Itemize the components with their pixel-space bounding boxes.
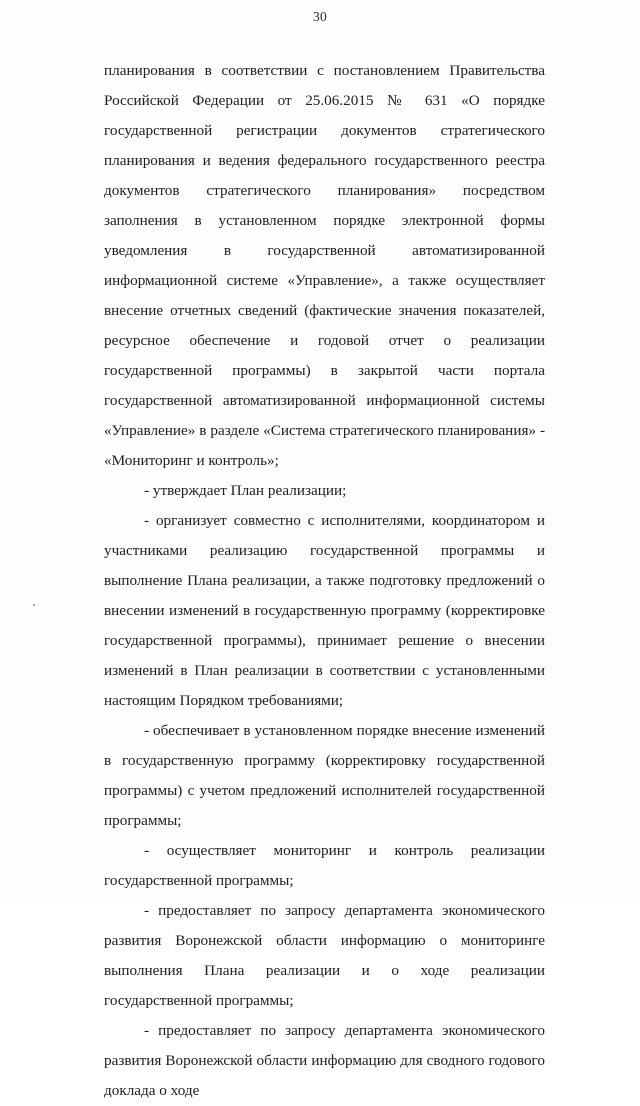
document-body [104,56,545,1106]
paragraph-monitoring-control: - осуществляет мониторинг и контроль реализации государственной программы; [104,842,545,889]
paragraph-provides-annual-report-info: - предоставляет по запросу департамента экономического развития Воронежской области информацию для сводного годового доклада о ходе [104,1022,545,1099]
paragraph-approves-plan: - утверждает План реализации; [144,482,347,499]
paragraph-ensures-changes: - обеспечивает в установленном порядке внесение изменений в государственную программу (корректировку государственной программы) с учетом предложений исполнителей государственной программы; [104,722,545,829]
paragraph-continuation: планирования в соответствии с постановлением Правительства Российской Федерации от 25.06.2015 № 631 «О порядке государственной регистрации документов стратегического планирования и ведения федерального государственного реестра документов стратегического планирования» посредством заполнения в установленном порядке электронной формы уведомления в государственной автоматизированной информационной системе «Управление», а также осуществляет внесение отчетных сведений (фактические значения показателей, ресурсное обеспечение и годовой отчет о реализации государственной программы) в закрытой части портала государственной автоматизированной информационной системы «Управление» в разделе «Система стратегического планирования» - «Мониторинг и контроль»; [104,62,545,469]
paragraph-provides-monitoring-info: - предоставляет по запросу департамента экономического развития Воронежской области информацию о мониторинге выполнения Плана реализации и о ходе реализации государственной программы; [104,902,545,1009]
paragraph-organizes: - организует совместно с исполнителями, координатором и участниками реализацию государственной программы и выполнение Плана реализации, а также подготовку предложений о внесении изменений в государственную программу (корректировке государственной программы), принимает решение о внесении изменений в План реализации в соответствии с установленными настоящим Порядком требованиями; [104,512,545,709]
page-number: 30 [313,9,327,24]
scan-speck-artifact [33,604,35,606]
